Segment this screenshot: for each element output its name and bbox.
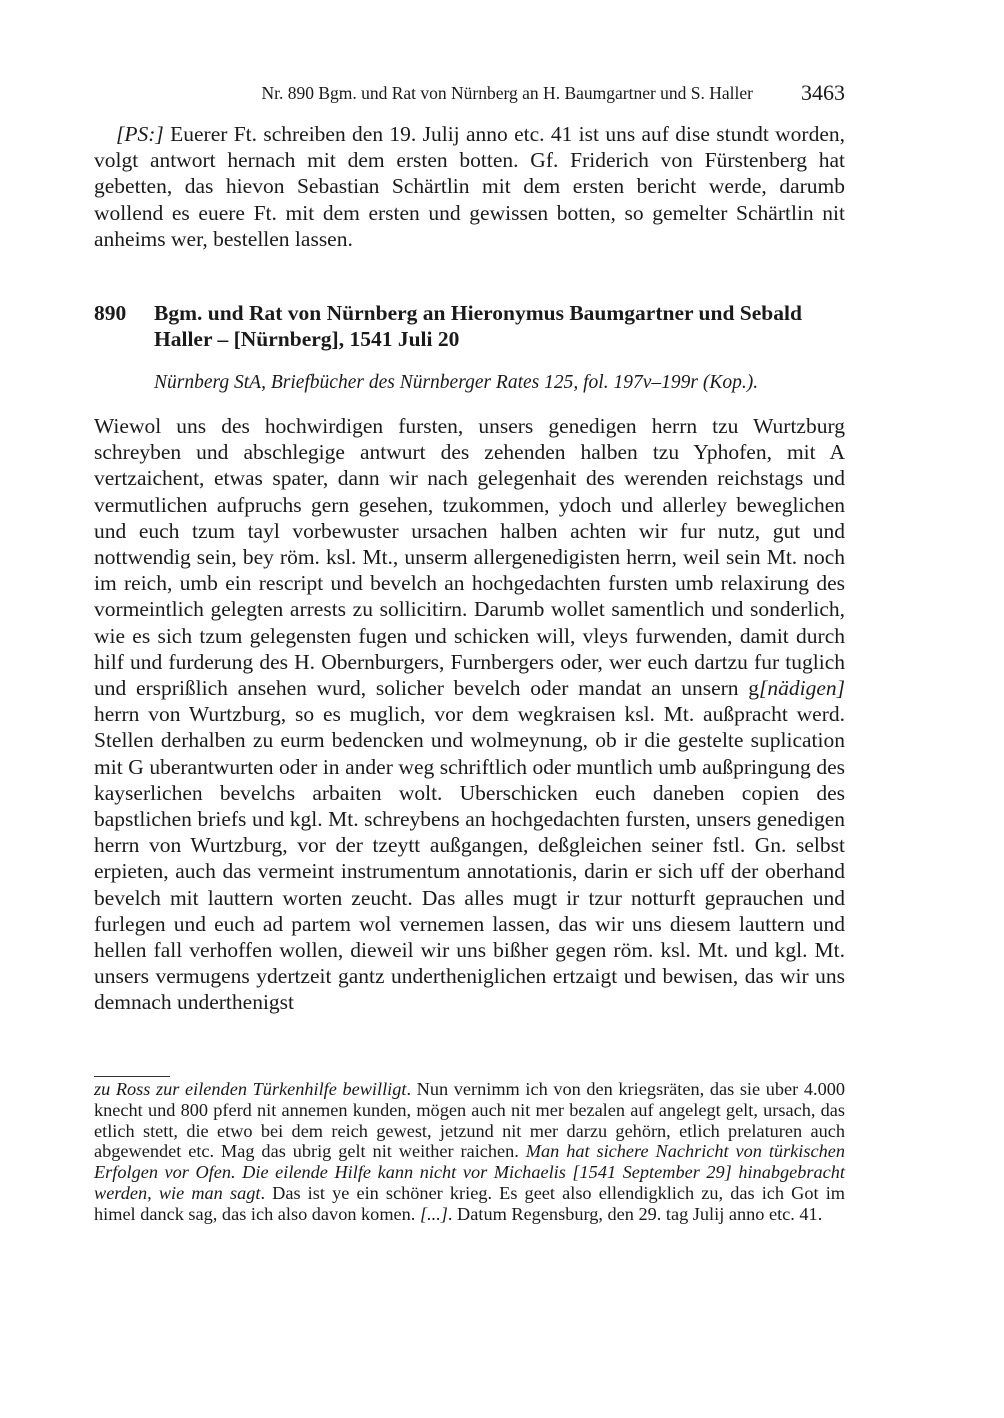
editorial-emendation: [nädigen] <box>759 676 845 701</box>
postscript-paragraph <box>94 121 845 252</box>
body-text-part1: Wiewol uns des hochwirdigen fursten, unsers genedigen herrn tzu Wurtzburg schreyben und abschlegige antwurt des zehenden halben tzu Yphofen, mit A vertzaichent, etwas spater, dann wir nach gelegenhait des werenden reichstags und vermutlichen aufpruchs gern gesehen, tzukommen, ydoch und allerley beweglichen und euch tzum tayl vorbewuster ursachen halben achten wir fur nutz, gut und nottwendig sein, bey röm. ksl. Mt., unserm allergenedigisten herrn, weil sein Mt. noch im reich, umb ein rescript und bevelch an hochgedachten fursten umb relaxirung des vormeintlich gelegten arrests zu sollicitirn. Darumb wollet samentlich und sonderlich, wie es sich tzum gelegensten fugen und schicken will, vleys furwenden, damit durch hilf und furderung des H. Obernburgers, Furnbergers oder, wer euch dartzu fur tuglich und ersprißlich ansehen wurd, solicher bevelch oder mandat an unsern g <box>94 414 845 701</box>
archival-source: Nürnberg StA, Briefbücher des Nürnberger Rates 125, fol. 197v–199r (Kop.). <box>154 372 759 393</box>
footnote-text-3: . Datum Regensburg, den 29. tag Julij anno etc. 41. <box>447 1203 823 1224</box>
entry-number: 890 <box>94 301 127 325</box>
footnote-text-2: . Das ist ye ein schöner krieg. Es geet also ellendigklich zu, das ich Got im himel danck sag, das ich also davon komen. <box>94 1182 846 1224</box>
page-number: 3463 <box>801 80 845 105</box>
footnote-italic-1: zu Ross zur eilenden Türkenhilfe bewilligt <box>94 1079 407 1099</box>
letter-body <box>94 413 845 1016</box>
footnote-rule <box>94 1076 170 1077</box>
running-head <box>94 80 845 106</box>
footnote-italic-2: Man hat sichere Nachricht von türkischen Erfolgen vor Ofen. Die eilende Hilfe kann nicht vor Michaelis [1541 September 29] hinabgebracht werden, wie man sagt <box>94 1141 846 1203</box>
entry-title: Bgm. und Rat von Nürnberg an Hieronymus Baumgartner und Sebald Haller – [Nürnberg], 1541 Juli 20 <box>154 301 802 351</box>
footnote-text-1: . Nun vernimm ich von den kriegsräten, das sie uber 4.000 knecht und 800 pferd nit annemen kunden, mögen auch nit mer bezalen auf angelegt gelt, ursach, das etlich stett, die etwo bei dem reich gewest, jetzund nit mer darzu gehörn, etlich prelaturen auch abgewendet etc. Mag das ubrig gelt nit weither raichen. <box>94 1079 845 1162</box>
footnote <box>94 1079 845 1225</box>
running-title: Nr. 890 Bgm. und Rat von Nürnberg an H. Baumgartner und S. Haller <box>261 83 753 103</box>
postscript-label: [PS:] <box>116 122 164 146</box>
postscript-text: Euerer Ft. schreiben den 19. Julij anno etc. 41 ist uns auf dise stundt worden, volgt antwort hernach mit dem ersten botten. Gf. Friderich von Fürstenberg hat gebetten, das hievon Sebastian Schärtlin mit dem ersten bericht werde, darumb wollend es euere Ft. mit dem ersten und gewissen botten, so gemelter Schärtlin nit anheims wer, bestellen lassen. <box>94 122 845 251</box>
footnote-italic-3: [...] <box>419 1203 448 1224</box>
body-text-part2: herrn von Wurtzburg, so es muglich, vor dem wegkraisen ksl. Mt. außpracht werd. Stellen derhalben zu eurm bedencken und wolmeynung, ob ir die gestelte suplication mit G uberantwurten oder in ander weg schriftlich oder muntlich umb außpringung des kayserlichen bevelchs arbaiten wolt. Uberschicken euch daneben copien des bapstlichen briefs und kgl. Mt. schreybens an hochgedachten fursten, unsers genedigen herrn von Wurtzburg, vor der tzeytt außgangen, deßgleichen seiner fstl. Gn. selbst erpieten, auch das vermeint instrumentum annotationis, darin er sich uff der oberhand bevelch mit lauttern worten zeucht. Das alles mugt ir tzur notturft geprauchen und furlegen und euch ad partem wol vernemen lassen, das wir uns diesem lauttern und hellen fall verhoffen wollen, dieweil wir uns bißher gegen röm. ksl. Mt. und kgl. Mt. unsers vermugens ydertzeit gantz undertheniglichen ertzaigt und bewisen, das wir uns demnach underthenigst <box>94 702 845 1015</box>
